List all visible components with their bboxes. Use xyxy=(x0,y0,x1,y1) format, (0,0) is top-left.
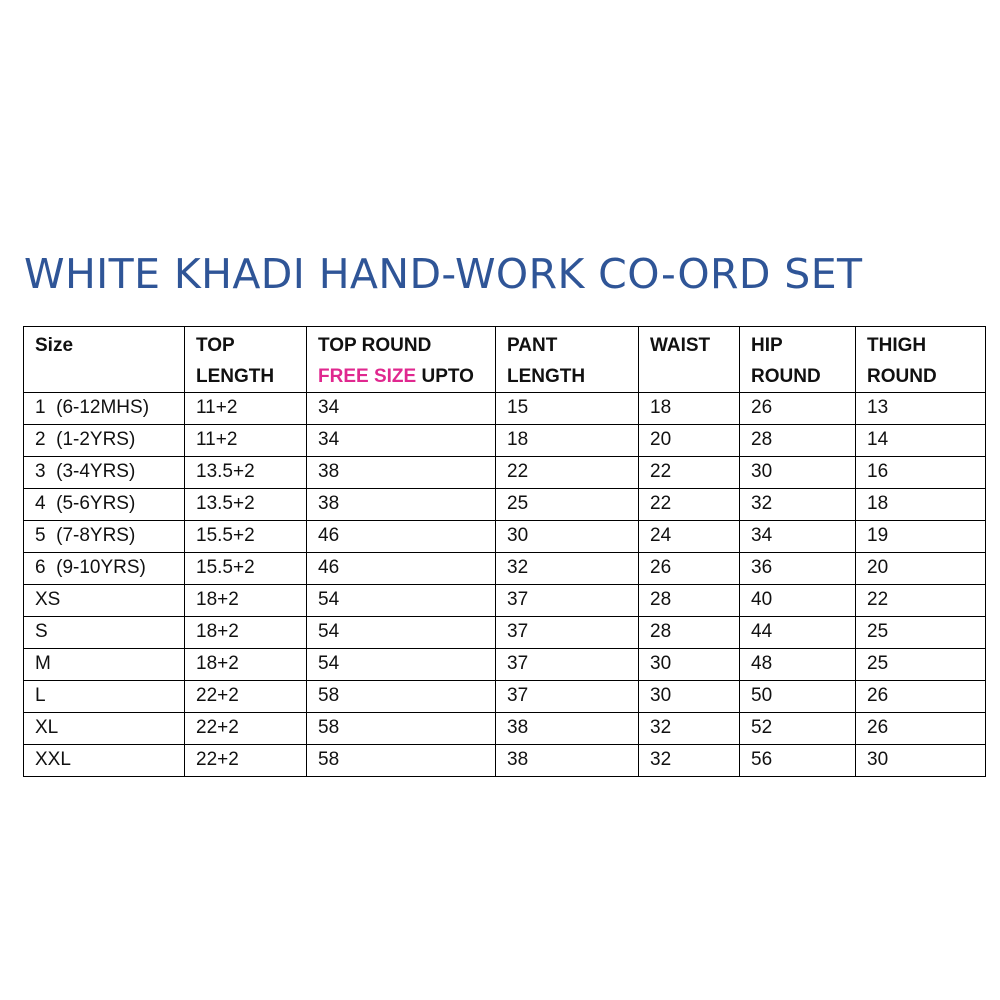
cell-top-round: 54 xyxy=(307,617,496,649)
cell-thigh-round: 16 xyxy=(856,457,986,489)
cell-pant-length: 37 xyxy=(496,617,639,649)
size-chart-table xyxy=(23,326,986,777)
cell-thigh-round: 13 xyxy=(856,393,986,425)
header-hip-round-line2: ROUND xyxy=(751,366,821,387)
header-top-round-upto: UPTO xyxy=(416,366,474,387)
cell-top-length: 13.5+2 xyxy=(185,457,307,489)
cell-top-round: 38 xyxy=(307,457,496,489)
cell-size: XXL xyxy=(24,745,185,777)
cell-waist: 30 xyxy=(639,649,740,681)
cell-thigh-round: 26 xyxy=(856,713,986,745)
header-size-line2 xyxy=(35,361,184,392)
cell-waist: 28 xyxy=(639,585,740,617)
cell-size: M xyxy=(24,649,185,681)
cell-hip-round: 52 xyxy=(740,713,856,745)
cell-top-round: 46 xyxy=(307,553,496,585)
cell-thigh-round: 30 xyxy=(856,745,986,777)
cell-top-round: 58 xyxy=(307,713,496,745)
cell-hip-round: 28 xyxy=(740,425,856,457)
cell-size: 4 (5-6YRS) xyxy=(24,489,185,521)
cell-pant-length: 22 xyxy=(496,457,639,489)
cell-waist: 26 xyxy=(639,553,740,585)
header-size xyxy=(24,327,185,393)
header-pant-length-line2: LENGTH xyxy=(507,366,586,387)
cell-thigh-round: 26 xyxy=(856,681,986,713)
cell-top-round: 58 xyxy=(307,745,496,777)
cell-top-length: 11+2 xyxy=(185,393,307,425)
cell-waist: 30 xyxy=(639,681,740,713)
table-row xyxy=(24,393,986,425)
cell-top-length: 22+2 xyxy=(185,713,307,745)
header-pant-length xyxy=(496,327,639,393)
table-row xyxy=(24,745,986,777)
cell-size: S xyxy=(24,617,185,649)
cell-hip-round: 26 xyxy=(740,393,856,425)
cell-waist: 24 xyxy=(639,521,740,553)
header-top-length-line2: LENGTH xyxy=(196,366,275,387)
cell-hip-round: 50 xyxy=(740,681,856,713)
header-top-length-line1: TOP xyxy=(196,335,235,356)
free-size-highlight: FREE SIZE xyxy=(318,366,417,387)
cell-hip-round: 36 xyxy=(740,553,856,585)
table-row xyxy=(24,681,986,713)
cell-hip-round: 30 xyxy=(740,457,856,489)
cell-pant-length: 38 xyxy=(496,745,639,777)
cell-top-length: 22+2 xyxy=(185,745,307,777)
cell-pant-length: 37 xyxy=(496,585,639,617)
cell-thigh-round: 18 xyxy=(856,489,986,521)
cell-pant-length: 30 xyxy=(496,521,639,553)
header-hip-round xyxy=(740,327,856,393)
cell-top-length: 15.5+2 xyxy=(185,553,307,585)
cell-size: 2 (1-2YRS) xyxy=(24,425,185,457)
table-row xyxy=(24,457,986,489)
table-header-row xyxy=(24,327,986,393)
cell-hip-round: 34 xyxy=(740,521,856,553)
cell-top-length: 13.5+2 xyxy=(185,489,307,521)
cell-pant-length: 15 xyxy=(496,393,639,425)
cell-size: 5 (7-8YRS) xyxy=(24,521,185,553)
cell-hip-round: 32 xyxy=(740,489,856,521)
cell-pant-length: 18 xyxy=(496,425,639,457)
table-row xyxy=(24,713,986,745)
cell-waist: 32 xyxy=(639,713,740,745)
cell-top-round: 34 xyxy=(307,393,496,425)
cell-waist: 20 xyxy=(639,425,740,457)
cell-top-length: 18+2 xyxy=(185,649,307,681)
cell-size: XS xyxy=(24,585,185,617)
header-top-round-line1: TOP ROUND xyxy=(318,335,432,356)
cell-top-length: 15.5+2 xyxy=(185,521,307,553)
header-pant-length-line1: PANT xyxy=(507,335,558,356)
cell-top-round: 46 xyxy=(307,521,496,553)
cell-top-length: 18+2 xyxy=(185,617,307,649)
cell-waist: 32 xyxy=(639,745,740,777)
cell-thigh-round: 25 xyxy=(856,649,986,681)
cell-hip-round: 48 xyxy=(740,649,856,681)
cell-size: 1 (6-12MHS) xyxy=(24,393,185,425)
cell-top-round: 54 xyxy=(307,649,496,681)
cell-waist: 28 xyxy=(639,617,740,649)
cell-pant-length: 32 xyxy=(496,553,639,585)
header-waist xyxy=(639,327,740,393)
cell-top-length: 18+2 xyxy=(185,585,307,617)
table-row xyxy=(24,553,986,585)
cell-thigh-round: 14 xyxy=(856,425,986,457)
cell-thigh-round: 19 xyxy=(856,521,986,553)
cell-top-round: 58 xyxy=(307,681,496,713)
cell-size: L xyxy=(24,681,185,713)
cell-pant-length: 37 xyxy=(496,649,639,681)
cell-pant-length: 38 xyxy=(496,713,639,745)
table-row xyxy=(24,649,986,681)
page-title: WHITE KHADI HAND-WORK CO-ORD SET xyxy=(24,250,863,298)
header-top-round xyxy=(307,327,496,393)
cell-top-round: 54 xyxy=(307,585,496,617)
cell-size: 6 (9-10YRS) xyxy=(24,553,185,585)
cell-top-round: 38 xyxy=(307,489,496,521)
table-row xyxy=(24,521,986,553)
cell-waist: 22 xyxy=(639,489,740,521)
table-row xyxy=(24,425,986,457)
table-row xyxy=(24,617,986,649)
cell-hip-round: 44 xyxy=(740,617,856,649)
cell-thigh-round: 22 xyxy=(856,585,986,617)
cell-size: XL xyxy=(24,713,185,745)
cell-pant-length: 37 xyxy=(496,681,639,713)
header-waist-line2 xyxy=(650,361,739,392)
header-thigh-round-line2: ROUND xyxy=(867,366,937,387)
header-thigh-round xyxy=(856,327,986,393)
table-row xyxy=(24,489,986,521)
header-top-length xyxy=(185,327,307,393)
header-waist-line1: WAIST xyxy=(650,335,711,356)
header-hip-round-line1: HIP xyxy=(751,335,783,356)
cell-thigh-round: 20 xyxy=(856,553,986,585)
cell-top-round: 34 xyxy=(307,425,496,457)
cell-thigh-round: 25 xyxy=(856,617,986,649)
cell-top-length: 11+2 xyxy=(185,425,307,457)
cell-pant-length: 25 xyxy=(496,489,639,521)
cell-waist: 22 xyxy=(639,457,740,489)
header-size-line1: Size xyxy=(35,335,74,356)
header-top-round-line2 xyxy=(318,361,495,392)
cell-size: 3 (3-4YRS) xyxy=(24,457,185,489)
cell-waist: 18 xyxy=(639,393,740,425)
cell-hip-round: 56 xyxy=(740,745,856,777)
cell-hip-round: 40 xyxy=(740,585,856,617)
table-row xyxy=(24,585,986,617)
header-thigh-round-line1: THIGH xyxy=(867,335,927,356)
cell-top-length: 22+2 xyxy=(185,681,307,713)
table-body xyxy=(24,393,986,777)
